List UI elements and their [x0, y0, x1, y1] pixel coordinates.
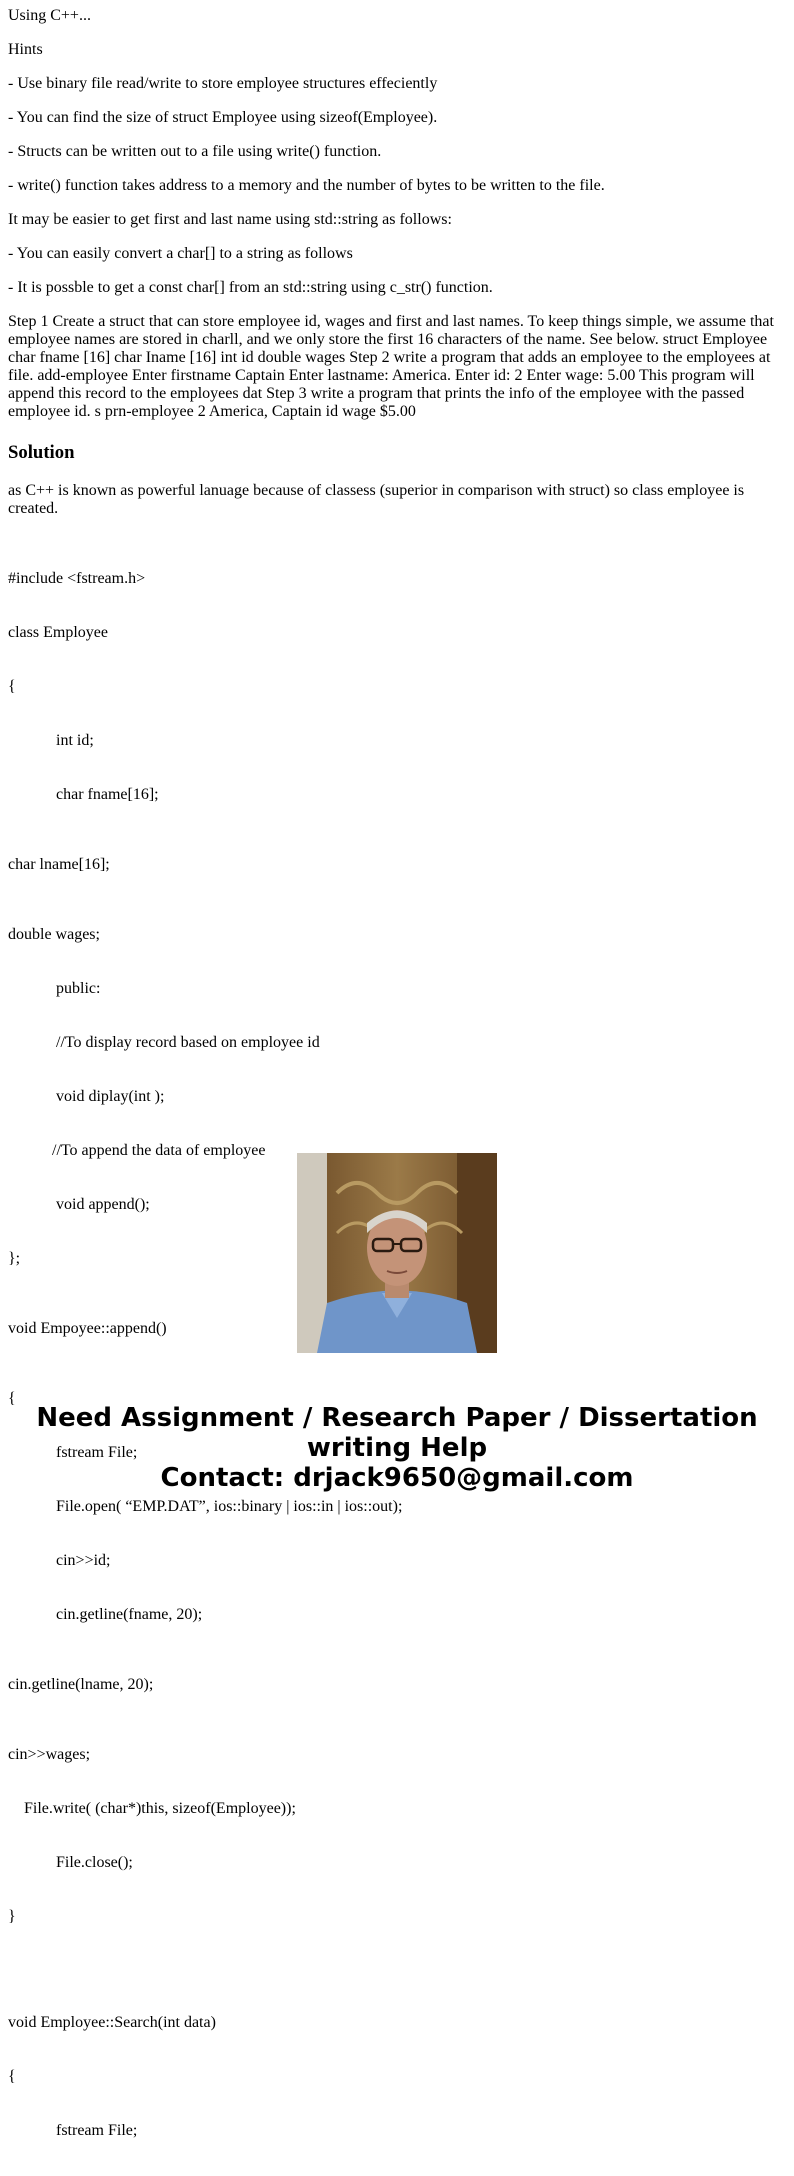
code-line: }	[8, 1908, 16, 1925]
code-line-lname: char lname[16];	[8, 856, 110, 873]
hints-title: Hints	[8, 41, 43, 58]
code-line: #include <fstream.h>	[8, 570, 146, 587]
code-line: File.write( (char*)this, sizeof(Employee));	[24, 1800, 296, 1817]
code-line: cin>>wages;	[8, 1746, 91, 1763]
code-line: {	[8, 678, 16, 695]
code-line: double wages;	[8, 926, 100, 943]
footer-line: Need Assignment / Research Paper / Dissertation	[36, 1403, 758, 1433]
contact-footer	[0, 1403, 794, 1493]
code-line: class Employee	[8, 624, 108, 641]
code-line: File.open( “EMP.DAT”, ios::binary | ios::in | ios::out);	[56, 1498, 403, 1515]
question-steps: Step 1 Create a struct that can store employee id, wages and first and last names. To keep things simple, we assume that employee names are stored in charll, and we only store the first 16 characters of the name. See below. struct Employee char fname [16] char Iname [16] int id double wages Step 2 write a program that adds an employee to the employees at file. add-employee Enter firstname Captain Enter lastname: America. Enter id: 2 Enter wage: 5.00 This program will append this record to the employees dat Step 3 write a program that prints the info of the employee with the passed employee id. s prn-employee 2 America, Captain id wage $5.00	[8, 313, 774, 420]
author-photo-illustration	[297, 1153, 497, 1353]
footer-contact: Contact: drjack9650@gmail.com	[160, 1463, 634, 1493]
hint-item: - You can find the size of struct Employee using sizeof(Employee).	[8, 109, 438, 126]
code-line: void Employee::Search(int data)	[8, 2014, 216, 2031]
footer-line: writing Help	[306, 1433, 488, 1463]
string-hint-item: - It is possble to get a const char[] from an std::string using c_str() function.	[8, 279, 493, 296]
hint-item: - Structs can be written out to a file using write() function.	[8, 143, 382, 160]
code-line: int id;	[56, 732, 94, 749]
code-line: //To display record based on employee id	[56, 1034, 320, 1051]
code-line: void append();	[56, 1196, 150, 1213]
code-line-getline-lname: cin.getline(lname, 20);	[8, 1676, 154, 1693]
author-photo	[297, 1153, 497, 1353]
string-note: It may be easier to get first and last name using std::string as follows:	[8, 211, 452, 228]
string-hint-item: - You can easily convert a char[] to a string as follows	[8, 245, 353, 262]
code-line: File.close();	[56, 1854, 133, 1871]
code-line: fstream File;	[56, 2122, 138, 2139]
code-line: public:	[56, 980, 101, 997]
hint-item: - Use binary file read/write to store employee structures effeciently	[8, 75, 438, 92]
hint-item: - write() function takes address to a memory and the number of bytes to be written to the file.	[8, 177, 605, 194]
code-line: char fname[16];	[56, 786, 159, 803]
code-line: {	[8, 1390, 16, 1407]
code-line: void diplay(int );	[56, 1088, 165, 1105]
question-intro: Using C++...	[8, 7, 91, 24]
code-line: cin.getline(fname, 20);	[56, 1606, 203, 1623]
solution-intro: as C++ is known as powerful lanuage because of classess (superior in comparison with struct) so class employee is created.	[8, 482, 745, 517]
code-line: };	[8, 1250, 21, 1267]
code-line: {	[8, 2068, 16, 2085]
solution-heading: Solution	[8, 442, 75, 463]
code-line: //To append the data of employee	[52, 1142, 266, 1159]
code-block-append-body	[8, 1354, 782, 1660]
code-line: fstream File;	[56, 1444, 138, 1461]
code-block-append-end	[8, 1710, 782, 1962]
code-block-search	[8, 1978, 782, 2176]
code-line-append-signature: void Empoyee::append()	[8, 1320, 167, 1337]
code-line: cin>>id;	[56, 1552, 111, 1569]
code-block-class-def	[8, 534, 782, 840]
